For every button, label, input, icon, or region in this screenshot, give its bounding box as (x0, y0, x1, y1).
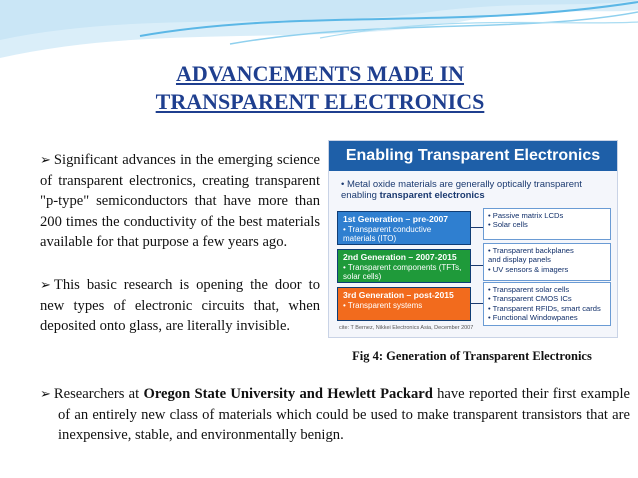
generation-3-body: • Transparent systems (343, 300, 423, 310)
title-line-2: TRANSPARENT ELECTRONICS (155, 89, 485, 114)
app-item: • Passive matrix LCDs (488, 211, 564, 220)
app-item: • Transparent RFIDs, smart cards (488, 303, 601, 313)
connector-1 (471, 227, 483, 228)
app-item: • Functional Windowpanes (488, 313, 578, 323)
bullet-paragraph-3 (40, 384, 630, 446)
bullet-text-3-post: have reported their first example of an entirely new class of materials which could be used to make transparent transistors that are inexpensive, stable, and environmentally benign. (58, 386, 630, 443)
figure-caption: Fig 4: Generation of Transparent Electronics (352, 349, 592, 363)
figure-intro-bold: transparent electronics (379, 190, 485, 201)
applications-gen-1 (483, 208, 611, 240)
figure-credit: cite: T Bernez, Nikkei Electronics Asia, December 2007 (339, 325, 474, 331)
connector-3 (471, 303, 483, 304)
figure-header: Enabling Transparent Electronics (329, 141, 617, 171)
applications-gen-2 (483, 243, 611, 281)
connector-2 (471, 265, 483, 266)
bullet-text-3-bold: Oregon State University and Hewlett Packard (143, 386, 433, 402)
figure-image (328, 140, 618, 338)
app-item: • Transparent backplanes (488, 246, 574, 255)
app-item: • Transparent CMOS ICs (488, 294, 572, 304)
app-item: • Solar cells (488, 220, 528, 230)
bullet-text-1: Significant advances in the emerging science of transparent electronics, creating transparent "p-type" semiconductors that have more than 200 times the conductivity of the best materials available for that purpose a few years ago. (40, 152, 320, 250)
bullet-paragraph-1 (40, 150, 320, 253)
generation-1-body: • Transparent conductive materials (ITO) (343, 224, 432, 243)
arrow-bullet-icon: ➢ (40, 152, 51, 167)
bullet-paragraph-2 (40, 275, 320, 337)
arrow-bullet-icon: ➢ (40, 386, 51, 401)
bullet-text-3-pre: Researchers at (53, 386, 144, 402)
figure-intro-text (341, 179, 603, 201)
arrow-bullet-icon: ➢ (40, 277, 51, 292)
title-line-1: ADVANCEMENTS MADE IN (175, 61, 465, 86)
generation-3-box (337, 287, 471, 321)
generation-2-title: 2nd Generation – 2007-2015 (343, 252, 457, 262)
app-item: • UV sensors & imagers (488, 264, 569, 274)
generation-3-title: 3rd Generation – post-2015 (343, 290, 454, 300)
generation-1-box (337, 211, 471, 245)
applications-gen-3 (483, 282, 611, 326)
generation-2-box (337, 249, 471, 283)
generation-1-title: 1st Generation – pre-2007 (343, 214, 449, 224)
bullet-text-2: This basic research is opening the door to new types of electronic circuits that, when deposited onto glass, are literally invisible. (40, 277, 320, 334)
figure-intro-plain: • Metal oxide materials are generally optically transparent enabling (341, 179, 582, 201)
app-item: and display panels (488, 255, 551, 265)
generation-2-body: • Transparent components (TFTs, solar cells) (343, 262, 462, 281)
app-item: • Transparent solar cells (488, 285, 570, 294)
slide-title (60, 60, 580, 116)
